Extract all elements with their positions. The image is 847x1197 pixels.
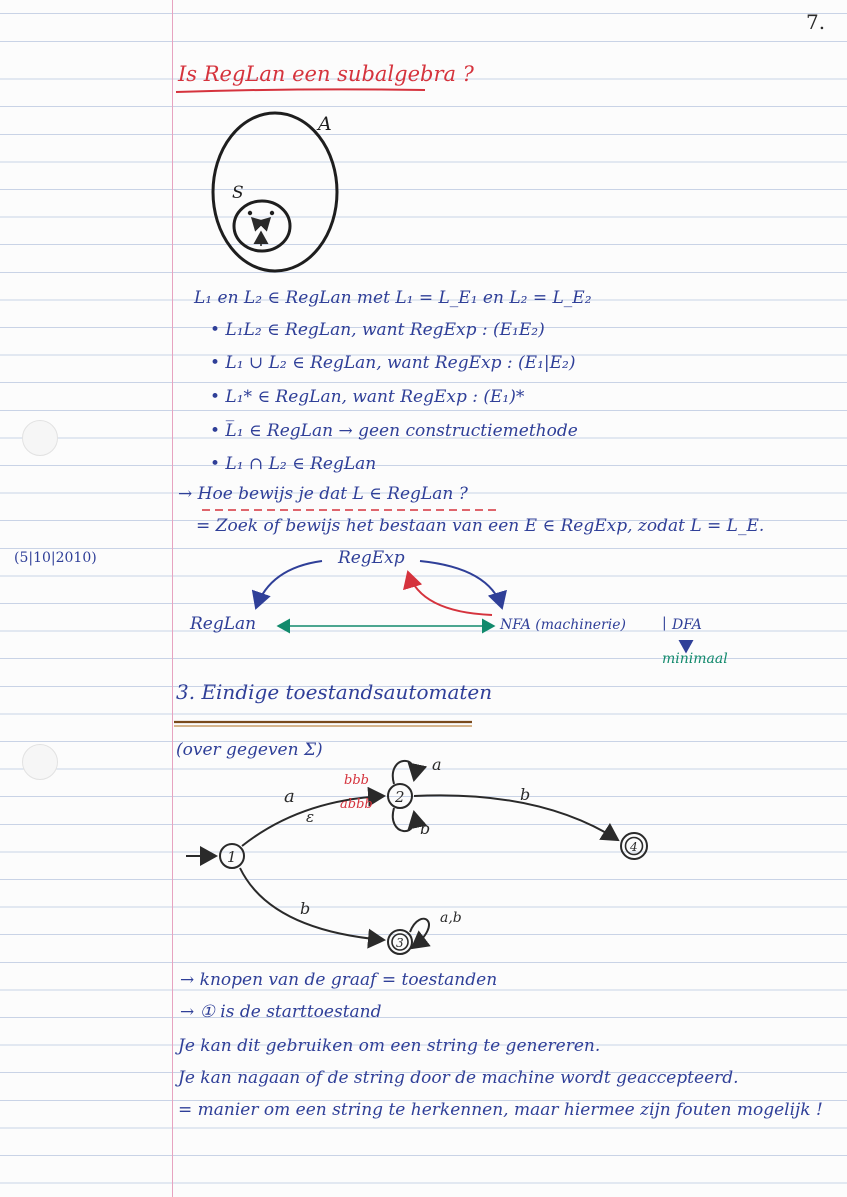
edge-1-2-label-eps: ε [306,808,315,826]
edge-1-3 [240,868,384,940]
state-1-label: 1 [227,848,237,866]
set-s-ellipse [234,201,290,251]
edge-2-4 [414,795,618,840]
text-line: • L₁* ∈ RegLan, want RegExp : (E₁)* [210,387,525,407]
reglan-label: RegLan [190,614,257,634]
loop-2-top [393,761,415,784]
text-line: • L̅₁ ∈ RegLan → geen constructiemethode [210,421,578,441]
state-2-label: 2 [395,788,405,806]
regexp-label: RegExp [338,548,405,568]
loop-2-top-label: a [432,755,442,774]
automaton-caption: (over gegeven Σ) [176,740,323,760]
note-line: = manier om een string te herkennen, maar hiermee zijn fouten mogelijk ! [178,1100,823,1120]
question-line: → Hoe bewijs je dat L ∈ RegLan ? [178,484,468,504]
text-line: L₁ en L₂ ∈ RegLan met L₁ = L_E₁ en L₂ = L_E₂ [194,288,592,308]
heading-underline [176,89,425,92]
element-arrow [252,218,258,224]
heading-subalgebra: Is RegLan een subalgebra ? [178,62,474,86]
note-line: Je kan nagaan of de string door de machine wordt geaccepteerd. [178,1068,739,1088]
answer-line: = Zoek of bewijs het bestaan van een E ∈ RegExp, zodat L = L_E. [196,516,765,536]
edge-1-3-label: b [300,899,311,918]
element-arrow [264,218,270,224]
page-number: 7. [806,10,826,34]
edge-1-2-label-a: a [284,786,295,807]
dfa-divider: | [662,615,667,631]
nfa-label: NFA (machinerie) [500,617,626,633]
loop-3-label: a,b [440,910,462,926]
edge-1-2-label-red2: abbb [340,797,373,812]
set-a-label: A [318,113,332,135]
edge-1-2-label-red1: bbb [344,773,369,788]
text-line: • L₁L₂ ∈ RegLan, want RegExp : (E₁E₂) [210,320,545,340]
note-line: → knopen van de graaf = toestanden [180,970,498,990]
element-dot [270,211,274,215]
loop-2-bottom [393,808,415,831]
state-4-label: 4 [630,840,638,854]
element-dot [248,211,252,215]
margin-date: (5|10|2010) [14,550,97,566]
text-line: • L₁ ∩ L₂ ∈ RegLan [210,454,377,474]
heading-automata: 3. Eindige toestandsautomaten [176,680,493,704]
loop-2-bottom-label: b [420,819,431,838]
state-3-label: 3 [396,936,404,950]
note-line: Je kan dit gebruiken om een string te genereren. [178,1036,601,1056]
minimal-label: minimaal [662,651,728,667]
regexp-to-reglan-arrow [256,561,322,608]
set-s-label: S [232,183,244,203]
dfa-label: DFA [672,617,702,633]
edge-2-4-label: b [520,785,531,804]
note-line: → ① is de starttoestand [180,1002,382,1022]
text-line: • L₁ ∪ L₂ ∈ RegLan, want RegExp : (E₁|E₂) [210,353,576,373]
